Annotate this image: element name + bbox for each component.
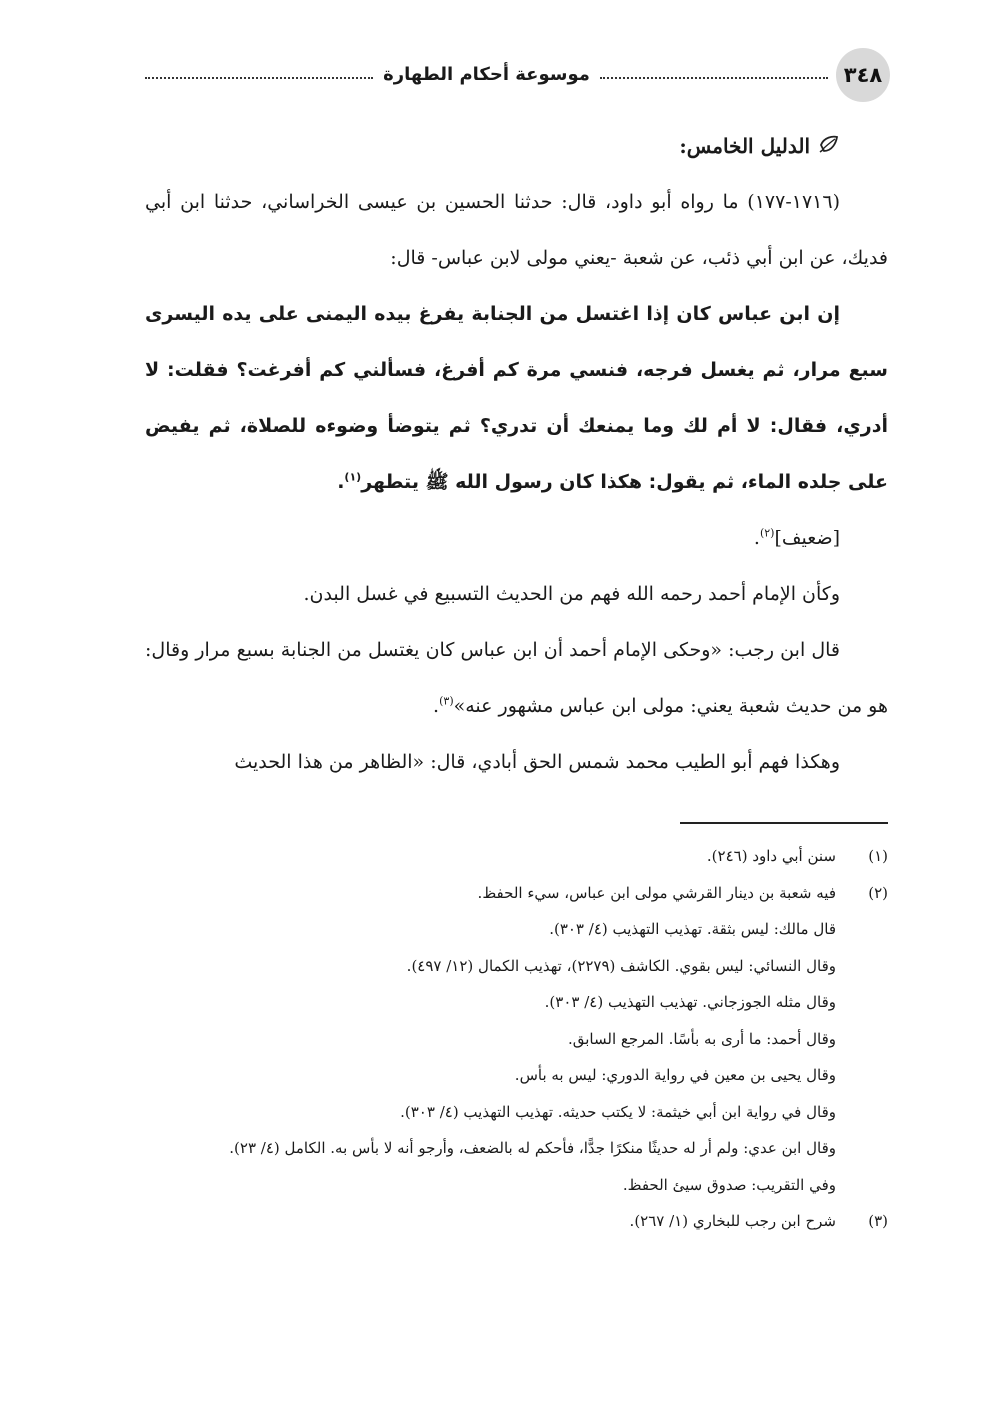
footnotes xyxy=(145,838,888,1240)
section-heading-text: الدليل الخامس: xyxy=(679,134,810,158)
hadith-matn-end: . xyxy=(337,471,345,493)
footnote-line: وقال النسائي: ليس بقوي. الكاشف (٢٢٧٩)، تهذيب الكمال (١٢/ ٤٩٧). xyxy=(406,956,836,975)
footnote-line: قال مالك: ليس بثقة. تهذيب التهذيب (٤/ ٣٠٣). xyxy=(549,920,836,938)
footnote-body xyxy=(145,1203,836,1240)
hadith-chain-text: (١٧١٦-١٧٧) ما رواه أبو داود، قال: حدثنا الحسين بن عيسى الخراساني، حدثنا ابن أبي فديك، عن ابن أبي ذئب، عن شعبة -يعني مولى لابن عباس- قال: xyxy=(145,191,888,269)
footnote-line: وقال أحمد: ما أرى به بأسًا. المرجع السابق. xyxy=(567,1029,836,1048)
footnote-line: وقال مثله الجوزجاني. تهذيب التهذيب (٤/ ٣٠٣). xyxy=(544,993,836,1011)
footnote-ref-2[interactable]: (٢) xyxy=(759,526,775,540)
page-number-badge xyxy=(836,48,890,102)
footnote-body xyxy=(145,875,836,1204)
continuation-text: وهكذا فهم أبو الطيب محمد شمس الحق أبادي، قال: «الظاهر من هذا الحديث xyxy=(234,751,840,773)
grading-paragraph xyxy=(145,510,888,566)
footnote-ref-1[interactable]: (١) xyxy=(344,470,362,484)
footnote-line: وقال يحيى بن معين في رواية الدوري: ليس به بأس. xyxy=(514,1066,836,1084)
footnote-ref-3[interactable]: (٣) xyxy=(439,694,454,708)
hadith-chain-paragraph xyxy=(145,174,888,286)
page-number: ٣٤٨ xyxy=(843,63,883,87)
header-dotted-leader-right xyxy=(600,77,828,79)
footnote-line: وقال في رواية ابن أبي خيثمة: لا يكتب حديثه. تهذيب التهذيب (٤/ ٣٠٣). xyxy=(400,1102,836,1121)
quote-text: قال ابن رجب: «وحكى الإمام أحمد أن ابن عباس كان يغتسل من الجنابة بسبع مرار وقال: هو من حديث شعبة يعني: مولى ابن عباس مشهور عنه» xyxy=(145,639,888,717)
footnote xyxy=(145,838,888,875)
footnote-line: فيه شعبة بن دينار القرشي مولى ابن عباس، سيء الحفظ. xyxy=(477,883,836,902)
footnote xyxy=(145,875,888,1204)
footnote-number: (٢) xyxy=(868,883,888,902)
hadith-matn-paragraph xyxy=(145,286,888,510)
continuation-paragraph xyxy=(145,734,888,790)
section-heading xyxy=(145,118,840,174)
running-header xyxy=(145,56,828,92)
grading-text: [ضعيف] xyxy=(774,527,840,549)
quote-end: . xyxy=(433,695,440,717)
footnote-line: وفي التقريب: صدوق سيئ الحفظ. xyxy=(622,1175,836,1194)
grading-end: . xyxy=(753,527,760,549)
main-text xyxy=(145,174,888,790)
book-title: موسوعة أحكام الطهارة xyxy=(383,63,590,85)
comment-paragraph xyxy=(145,566,888,622)
footnote-line: شرح ابن رجب للبخاري (١/ ٢٦٧). xyxy=(629,1212,836,1230)
quote-paragraph xyxy=(145,622,888,734)
comment-text: وكأن الإمام أحمد رحمه الله فهم من الحديث التسبيع في غسل البدن. xyxy=(303,583,840,605)
footnote-body xyxy=(145,838,836,875)
footnote-line: وقال ابن عدي: ولم أر له حديثًا منكرًا جدًّا، فأحكم له بالضعف، وأرجو أنه لا بأس به. الكامل (٤/ ٢٣). xyxy=(229,1139,836,1157)
footnote-line: سنن أبي داود (٢٤٦). xyxy=(706,847,836,865)
footnote-number: (١) xyxy=(868,847,888,865)
hadith-matn-text: إن ابن عباس كان إذا اغتسل من الجنابة يفرغ بيده اليمنى على يده اليسرى سبع مرار، ثم يغسل فرجه، فنسي مرة كم أفرغ، فسألني كم أفرغت؟ فقلت: لا أدري، فقال: لا أم لك وما يمنعك أن تدري؟ ثم يتوضأ وضوءه للصلاة، ثم يفيض على جلده الماء، ثم يقول: هكذا كان رسول الله ﷺ يتطهر xyxy=(145,303,888,493)
header-dotted-leader-left xyxy=(145,77,373,79)
footnote-number: (٣) xyxy=(868,1212,888,1230)
footnote-separator xyxy=(680,822,888,824)
footnote xyxy=(145,1203,888,1240)
leaf-ornament-icon xyxy=(818,133,840,160)
